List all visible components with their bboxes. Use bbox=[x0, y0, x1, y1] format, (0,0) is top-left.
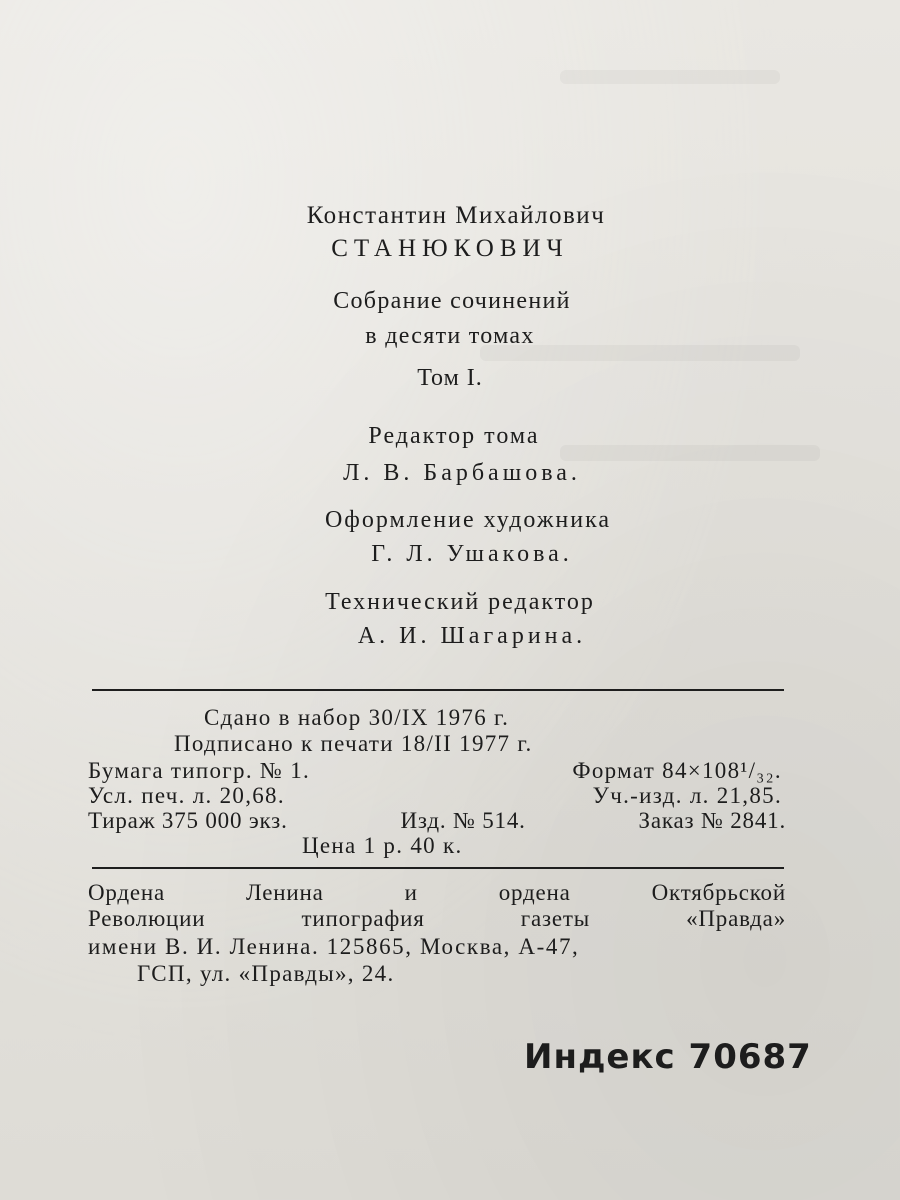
imprint-run: Тираж 375 000 экз. bbox=[88, 808, 288, 833]
technical-editor-name: А. И. Шагарина. bbox=[357, 623, 587, 649]
printer-word: Ленина bbox=[246, 880, 324, 905]
imprint-signed: Подписано к печати 18/II 1977 г. bbox=[174, 731, 533, 756]
artist-name: Г. Л. Ушакова. bbox=[371, 541, 573, 567]
printer-word: ордена bbox=[498, 880, 571, 905]
printer-word: Ордена bbox=[88, 880, 166, 905]
imprint-paper: Бумага типогр. № 1. bbox=[88, 758, 311, 783]
imprint-print-sheets: Усл. печ. л. 20,68. bbox=[88, 783, 285, 808]
author-surname: СТАНЮКОВИЧ bbox=[331, 235, 569, 262]
imprint-publisher-sheets: Уч.-изд. л. 21,85. bbox=[592, 783, 782, 808]
printer-line-1 bbox=[88, 881, 786, 904]
divider-rule bbox=[92, 867, 784, 869]
volume-number: Том I. bbox=[417, 365, 483, 391]
catalog-index: Индекс 70687 bbox=[524, 1037, 812, 1077]
artist-role: Оформление художника bbox=[324, 507, 612, 533]
printer-word: «Правда» bbox=[686, 906, 786, 931]
printer-word: Революции bbox=[88, 906, 206, 931]
divider-rule bbox=[92, 689, 784, 691]
volume-editor-role: Редактор тома bbox=[368, 423, 540, 449]
printer-word: и bbox=[404, 880, 418, 905]
imprint-edition-number: Изд. № 514. bbox=[400, 808, 526, 833]
printer-word: газеты bbox=[520, 906, 590, 931]
author-name: Константин Михайлович bbox=[306, 202, 606, 229]
bleed-through-mark bbox=[560, 70, 780, 84]
printer-line-2 bbox=[88, 907, 786, 930]
imprint-price: Цена 1 р. 40 к. bbox=[302, 833, 463, 858]
collection-title-line-1: Собрание сочинений bbox=[333, 288, 571, 314]
printer-word: типография bbox=[301, 906, 425, 931]
printer-line-4: ГСП, ул. «Правды», 24. bbox=[137, 961, 395, 986]
volume-editor-name: Л. В. Барбашова. bbox=[343, 460, 581, 486]
imprint-format: Формат 84×108¹/₃₂. bbox=[572, 758, 782, 783]
technical-editor-role: Технический редактор bbox=[325, 589, 595, 615]
printer-word: Октябрьской bbox=[651, 880, 786, 905]
collection-title-line-2: в десяти томах bbox=[365, 323, 535, 349]
printer-line-3: имени В. И. Ленина. 125865, Москва, А-47, bbox=[88, 934, 580, 959]
imprint-run-row bbox=[88, 809, 786, 832]
imprint-order-number: Заказ № 2841. bbox=[638, 808, 786, 833]
imprint-submitted: Сдано в набор 30/IX 1976 г. bbox=[204, 705, 510, 730]
